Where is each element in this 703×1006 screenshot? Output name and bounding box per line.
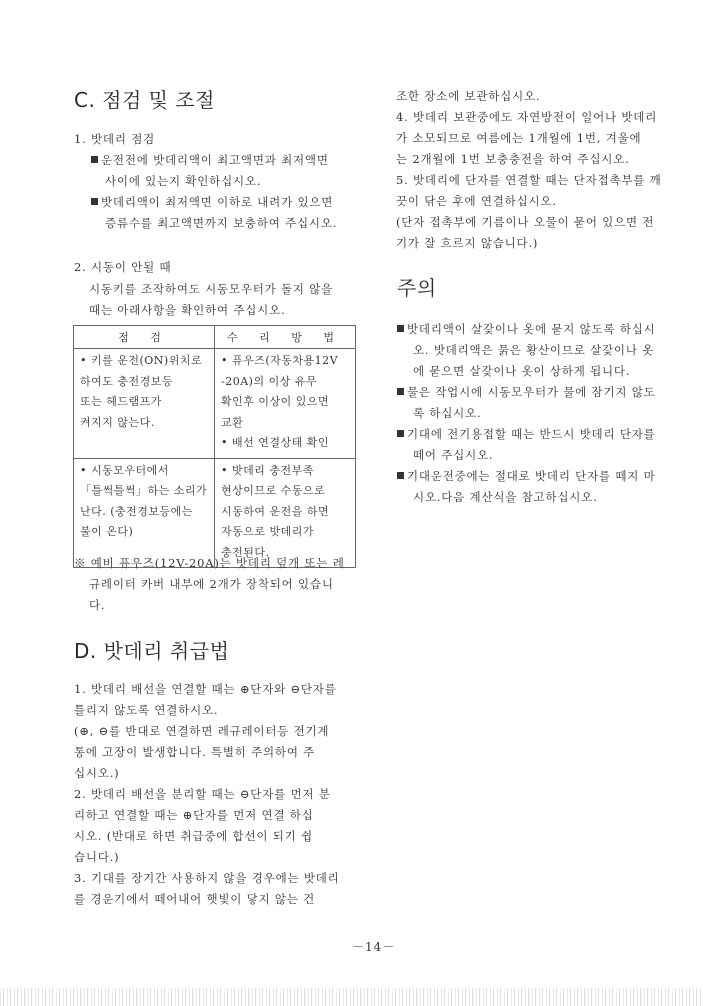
text-line: 4. 밧데리 보관중에도 자연방전이 일어나 밧데리	[396, 110, 658, 124]
square-bullet-icon	[91, 156, 98, 163]
text-line: 를 경운기에서 떼어내어 햇빛이 닿지 않는 건	[74, 892, 316, 906]
table-cell	[74, 458, 215, 568]
cell-line: 확인후 이상이 있으면	[221, 395, 330, 408]
text-line: 가 소모되므로 여름에는 1개월에 1번, 겨울에	[396, 131, 642, 145]
caution-item: 기대운전중에는 절대로 밧데리 단자를 떼지 마	[397, 466, 656, 487]
square-bullet-icon	[397, 430, 404, 437]
cell-line: 충전된다.	[221, 545, 270, 559]
caution-item-cont: 록 하십시오.	[413, 406, 482, 420]
text-line: 1. 밧데리 배선을 연결할 때는 ⊕단자와 ⊖단자를	[74, 682, 337, 696]
cell-line: 시동하여 운전을 하면	[221, 504, 330, 518]
square-bullet-icon	[397, 472, 404, 479]
cell-line: 자동으로 밧데리가	[221, 525, 315, 538]
caution-list	[397, 319, 656, 508]
cell-line: 「틀썩틀썩」하는 소리가	[80, 484, 208, 497]
cell-line: -20A)의 이상 유무	[221, 374, 318, 388]
caution-item: 물은 작업시에 시동모우터가 물에 잠기지 않도	[397, 382, 656, 403]
cell-line: • 배선 연결상태 확인	[221, 436, 329, 449]
text-line: 3. 기대를 장기간 사용하지 않을 경우에는 밧데리	[74, 871, 340, 885]
section-d-title: D. 밧데리 취급법	[74, 639, 230, 663]
cell-line: 또는 헤드램프가	[80, 395, 162, 408]
text-line: (단자 접촉부에 기름이나 오물이 묻어 있으면 전	[396, 215, 655, 229]
item1-bullet2: 밧데리액이 최저액면 이하로 내려가 있으면	[91, 192, 333, 213]
table-cell	[215, 349, 356, 459]
caution-item-cont: 시오.다음 계산식을 참고하십시오.	[413, 490, 598, 504]
item2-text-l2: 때는 아래사항을 확인하여 주십시오.	[89, 303, 286, 317]
item2-text-l1: 시동키를 조작하여도 시동모우터가 돌지 않을	[89, 282, 334, 296]
text-line: 시오. (반대로 하면 취급중에 합선이 되기 쉽	[74, 829, 313, 843]
text-line: 습니다.)	[74, 850, 120, 864]
table-cell	[215, 458, 356, 568]
caution-item-cont: 에 묻으면 살갗이나 옷이 상하게 됩니다.	[413, 364, 631, 378]
item1-bullet1-cont: 사이에 있는지 확인하십시오.	[105, 174, 262, 188]
caution-item: 밧데리액이 살갗이나 옷에 묻지 않도록 하십시	[397, 319, 656, 340]
troubleshoot-table	[73, 325, 356, 568]
text-line: 통에 고장이 발생합니다. 특별히 주의하여 주	[74, 745, 316, 759]
cell-line: 불이 온다)	[80, 525, 134, 538]
item2-title: 2. 시동이 안될 때	[74, 260, 172, 274]
page-number: －14－	[352, 940, 396, 954]
section-d-body	[74, 679, 340, 910]
text-line: 는 2개월에 1번 보충충전을 하여 주십시오.	[396, 152, 630, 166]
spare-fuse-note-l2: 규레이터 카버 내부에 2개가 장착되어 있습니	[89, 577, 334, 591]
cell-line: • 밧데리 충전부족	[221, 463, 314, 477]
cell-line: 교환	[221, 415, 244, 429]
item1-title: 1. 밧데리 점검	[74, 132, 156, 146]
text-line: 2. 밧데리 배선을 분리할 때는 ⊖단자를 먼저 분	[74, 787, 331, 801]
table-cell	[74, 349, 215, 459]
caution-item: 기대에 전기용접할 때는 반드시 밧데리 단자를	[397, 424, 656, 445]
cell-line: • 퓨우즈(자동차용12V	[221, 354, 339, 367]
right-column-body	[396, 86, 662, 254]
table-header-repair: 수 리 방 법	[215, 326, 356, 349]
spare-fuse-note-l3: 다.	[89, 598, 106, 612]
caution-item-cont: 오. 밧데리액은 묽은 황산이므로 살갗이나 옷	[413, 343, 655, 357]
text-line: 기가 잘 흐르지 않습니다.)	[396, 236, 539, 250]
text-line: (⊕, ⊖를 반대로 연결하면 레규레이터등 전기계	[74, 724, 330, 738]
caution-title: 주의	[397, 276, 437, 300]
item1-bullet2-cont: 증류수를 최고액면까지 보충하여 주십시오.	[105, 216, 338, 230]
item1-bullet1: 운전전에 밧데리액이 최고액면과 최저액면	[91, 150, 329, 171]
text-line: 십시오.)	[74, 766, 120, 780]
text-line: 틀리지 않도록 연결하시오.	[74, 703, 219, 717]
text-line: 끗이 닦은 후에 연결하십시오.	[396, 194, 557, 208]
caution-item-cont: 떼어 주십시오.	[413, 448, 494, 462]
cell-line: 켜지지 않는다.	[80, 415, 155, 429]
text-line: 조한 장소에 보관하십시오.	[396, 89, 541, 103]
cell-line: 현상이므로 수동으로	[221, 484, 326, 497]
text-line: 리하고 연결할 때는 ⊕단자를 먼저 연결 하십	[74, 808, 314, 822]
section-c-title: C. 점검 및 조절	[74, 88, 215, 112]
square-bullet-icon	[397, 325, 404, 332]
cell-line: • 시동모우터에서	[80, 463, 169, 477]
cell-line: 난다. (충전경보등에는	[80, 504, 193, 518]
text-line: 5. 밧데리에 단자를 연결할 때는 단자접촉부를 깨	[396, 173, 662, 187]
cell-line: • 키를 운전(ON)위치로	[80, 354, 203, 367]
cell-line: 하여도 충전경보등	[80, 374, 174, 388]
square-bullet-icon	[397, 388, 404, 395]
square-bullet-icon	[91, 198, 98, 205]
spare-fuse-note-l1: ※ 예비 퓨우즈(12V-20A)는 밧데리 덮개 또는 레	[74, 556, 345, 570]
scan-edge-artifact	[0, 988, 703, 1006]
table-header-check: 점 검	[74, 326, 215, 349]
